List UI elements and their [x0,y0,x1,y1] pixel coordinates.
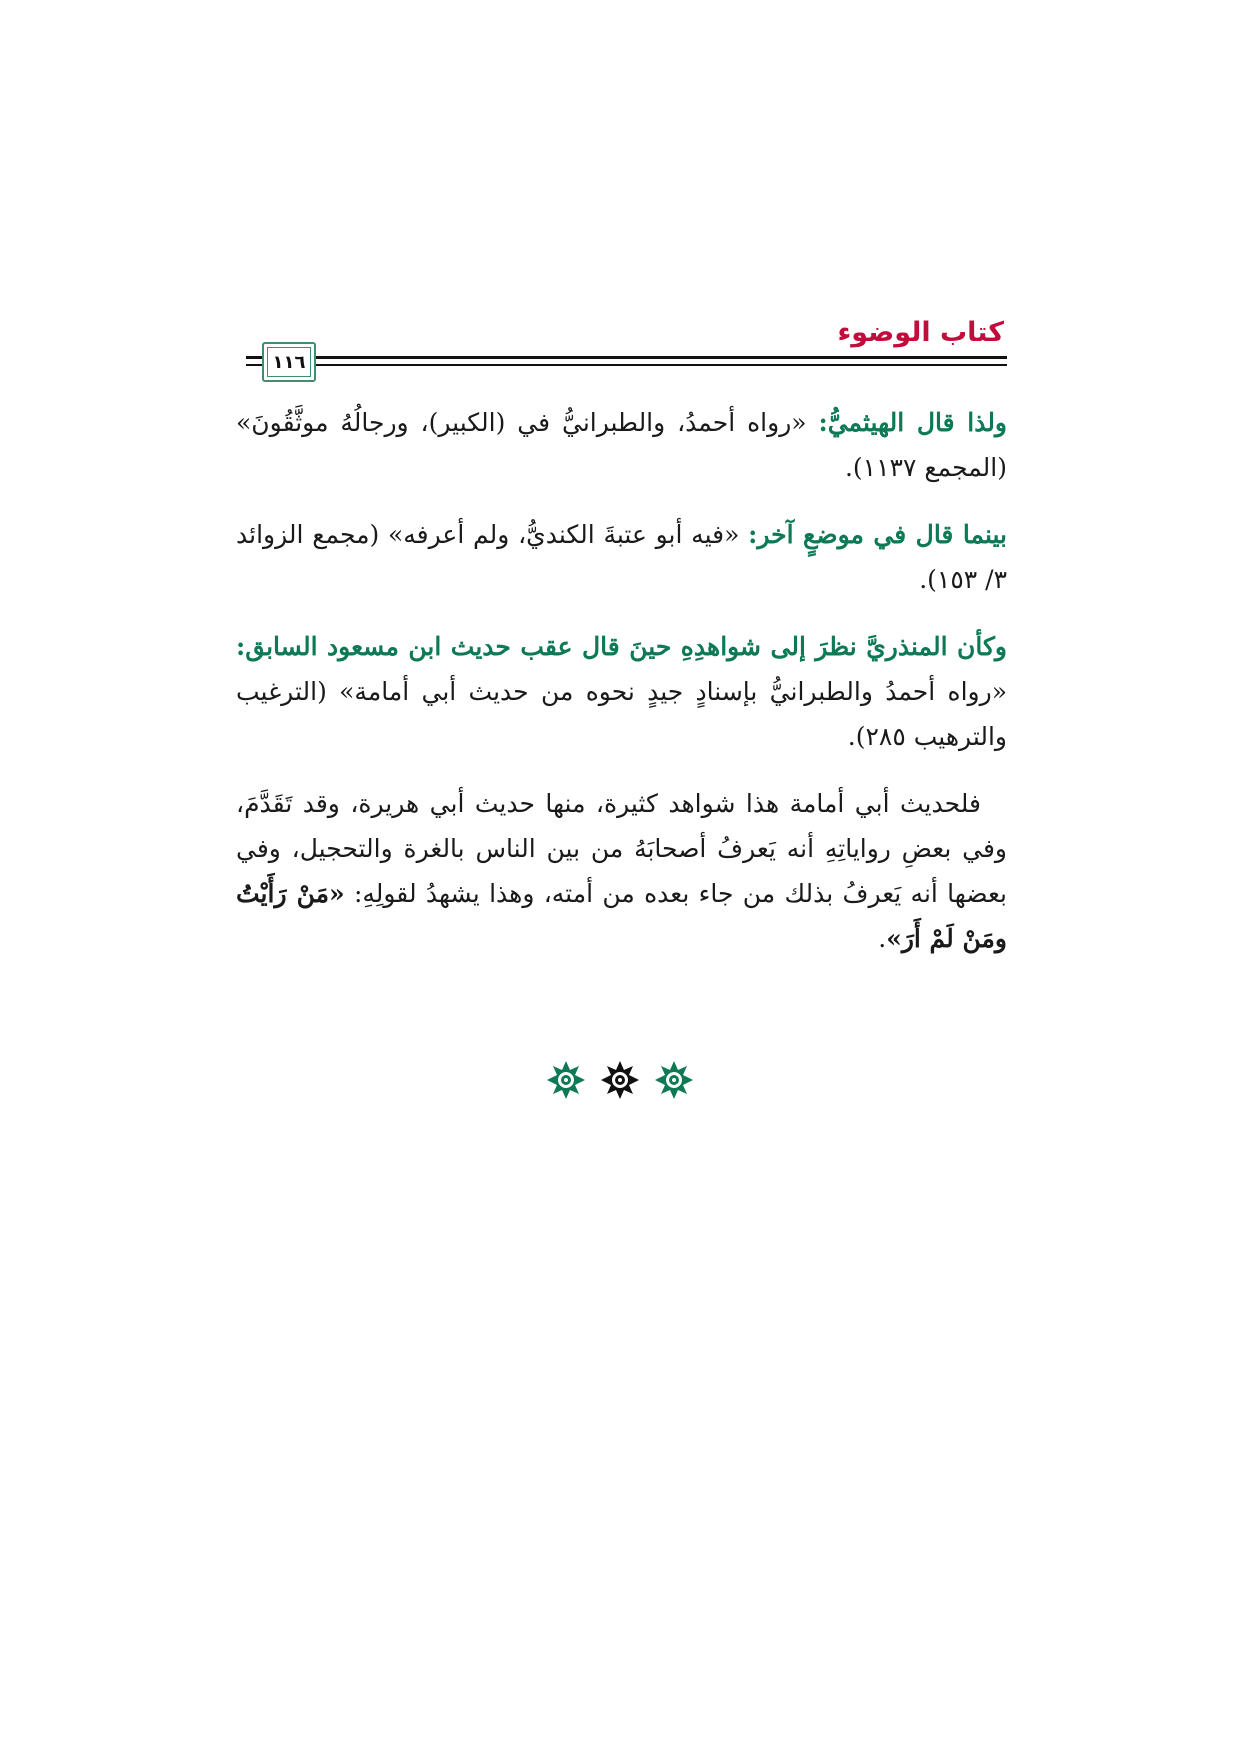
paragraph-haythami [236,400,1007,490]
paragraph-text: «رواه أحمدُ، والطبرانيُّ في (الكبير)، ورجالُهُ موثَّقُونَ» (المجمع ١١٣٧). [236,408,1007,482]
page-content [236,400,1007,983]
paragraph-other-place [236,512,1007,602]
paragraph-text: «رواه أحمدُ والطبرانيُّ بإسنادٍ جيدٍ نحوه من حديث أبي أمامة» (الترغيب والترهيب ٢٨٥). [236,677,1007,751]
paragraph-mundhiri [236,624,1007,759]
hadith-quote: «مَنْ رَأَيْتُ ومَنْ لَمْ أَرَ» [236,879,1007,953]
page-header [236,318,1007,384]
page-number-frame [262,342,316,382]
paragraph-shawahid [236,781,1007,961]
book-title: كتاب الوضوء [837,317,1004,348]
paragraph-lead: بينما قال في موضعٍ آخر: [748,520,1007,549]
flower-ornament-icon [546,1060,586,1100]
header-rule-top [246,356,1007,359]
flower-ornament-icon [654,1060,694,1100]
paragraph-text: «فيه أبو عتبةَ الكنديُّ، ولم أعرفه» (مجمع الزوائد ٣/ ١٥٣). [236,520,1007,594]
paragraph-lead: وكأن المنذريَّ نظرَ إلى شواهدِهِ حينَ قال عقب حديث ابن مسعود السابق: [236,632,1007,661]
paragraph-lead: ولذا قال الهيثميُّ: [818,408,1008,437]
header-rule-bottom [246,364,1007,366]
page-number: ١١٦ [267,347,311,377]
paragraph-text: فلحديث أبي أمامة هذا شواهد كثيرة، منها حديث أبي هريرة، وقد تَقَدَّمَ، وفي بعضِ رواياتِهِ أنه يَعرفُ أصحابَهُ من بين الناس بالغرة والتحجيل، وفي بعضها أنه يَعرفُ بذلك من جاء بعده من أمته، وهذا يشهدُ لقولِهِ: [236,789,1007,908]
flower-ornament-icon [600,1060,640,1100]
section-divider-ornaments [0,1060,1240,1100]
paragraph-end: . [878,924,887,953]
